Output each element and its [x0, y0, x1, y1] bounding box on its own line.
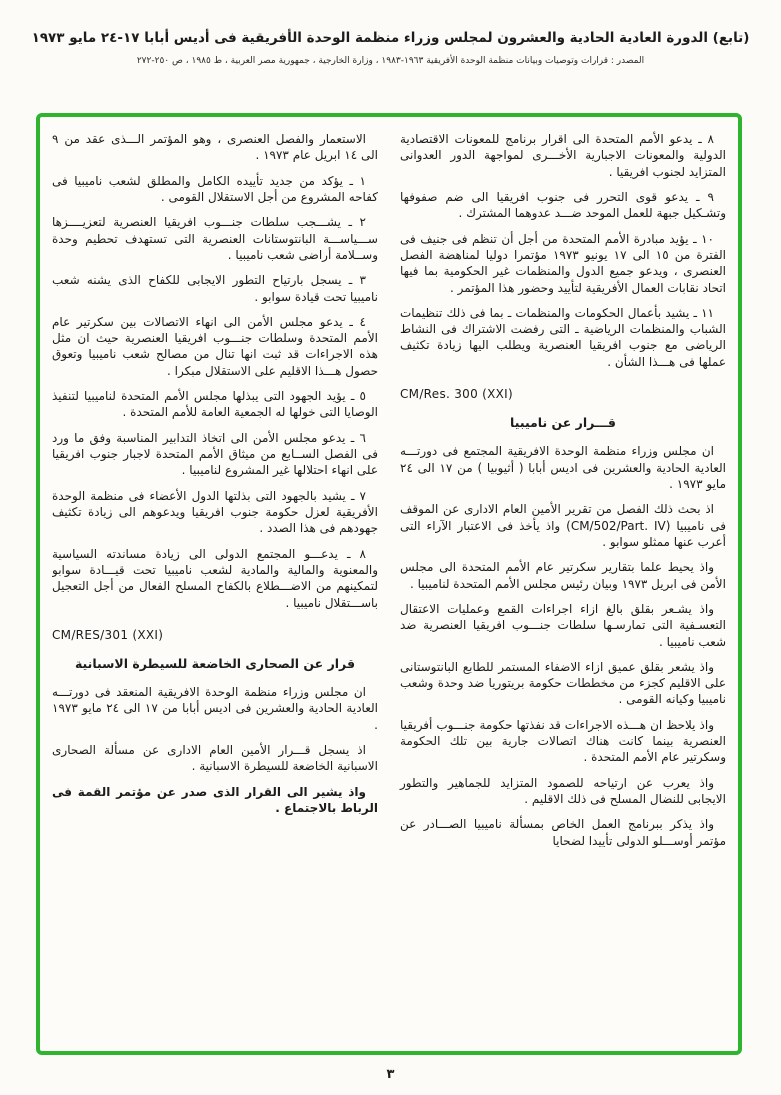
paragraph: ٦ ـ يدعو مجلس الأمن الى اتخاذ التدابير المناسبة وفق ما ورد فى الفصل الســابع من ميثاق الأمم المتحدة لاجبار جنوب افريقيا على انهاء احتلالها غير المشروع لناميبيا . [52, 430, 378, 478]
page-number: ٣ [386, 1067, 395, 1082]
page-header [22, 30, 759, 66]
column-right [400, 131, 726, 1041]
paragraph: ٨ ـ يدعو الأمم المتحدة الى اقرار برنامج للمعونات الاقتصادية الدولية والمعونات الاجبارية الأخـــرى لمواجهة الدور العدوانى المتزايد لجنوب افريقيا . [400, 132, 726, 179]
paragraph: ٤ ـ يدعو مجلس الأمن الى انهاء الاتصالات بين سكرتير عام الأمم المتحدة وسلطات جنـــوب افريقيا العنصرية حيث ان مثل هذه الاجراءات قد ثبت انها تنال من مصالح شعب ناميبيا وتعوق حصول هـــذا الاقليم على الاستقلال مبكرا . [52, 314, 378, 378]
paragraph: واذ يذكر ببرنامج العمل الخاص بمسألة ناميبيا الصـــادر عن مؤتمر أوســـلو الدولى تأييدا لضحايا [400, 817, 726, 848]
resolution-heading: قـــرار عن ناميبيا [510, 415, 616, 431]
paragraph: واذ يشعر بقلق عميق ازاء الاضفاء المستمر للطابع البانتوستانى على الاقليم كجزء من مخططات حكومة بريتوريا ضد وحدة وشعب ناميبيا وكيانه القومى . [400, 659, 726, 707]
resolution-code: CM/Res. 300 (XXI) [400, 387, 514, 402]
paragraph: الاستعمار والفصل العنصرى ، وهو المؤتمر الـــذى عقد من ٩ الى ١٤ ابريل عام ١٩٧٣ . [52, 132, 378, 163]
paragraph: ٢ ـ يشـــجب سلطات جنـــوب افريقيا العنصرية لتعزيــــزها ســـياســـة البانتوستانات العنصرية التى تستهدف تحطيم وحدة وســلامة أراضى شعب ناميبيا . [52, 215, 378, 262]
paragraph: واذ يشير الى القرار الذى صدر عن مؤتمر القمة فى الرباط بالاجتماع . [52, 784, 378, 815]
resolution-heading: قرار عن الصحارى الخاضعة للسيطرة الاسبانية [74, 656, 356, 672]
header-source: المصدر : قرارات وتوصيات وبيانات منظمة الوحدة الأفريقية ١٩٦٣-١٩٨٣ ، وزارة الخارجية ، جمهورية مصر العربية ، ط ١٩٨٥ ، ص ٢٥٠-٢٧٢ [136, 56, 645, 66]
paragraph: ان مجلس وزراء منظمة الوحدة الافريقية المنعقد فى دورتـــه العادية الحادية والعشرين فى اديس أبابا من ١٧ الى ٢٤ مايو ١٩٧٣ . [52, 685, 378, 732]
paragraph: ٥ ـ يؤيد الجهود التى يبذلها مجلس الأمم المتحدة لناميبيا لتنفيذ الوصايا التى خولها له الجمعية العامة للأمم المتحدة . [52, 389, 378, 420]
paragraph: ٧ ـ يشيد بالجهود التى بذلتها الدول الأعضاء فى منظمة الوحدة الأفريقية لعزل حكومة جنوب افريقيا ويدعوهم الى زيادة تكثيف جهودهم فى هذا الصدد . [52, 488, 378, 536]
paragraph: واذ يلاحظ ان هـــذه الاجراءات قد نفذتها حكومة جنـــوب أفريقيا العنصرية بينما كانت هناك اتصالات جارية بين تلك الحكومة وسكرتير عام الأمم المتحدة . [400, 717, 726, 765]
paragraph: واذ يحيط علما بتقارير سكرتير عام الأمم المتحدة الى مجلس الأمن فى ابريل ١٩٧٣ وبيان رئيس مجلس الأمم المتحدة لناميبيا . [400, 560, 726, 591]
paragraph: ٩ ـ يدعو قوى التحرر فى جنوب افريقيا الى ضم صفوفها وتشـكيل جبهة للعمل الموحد ضـــد عدوهما المشترك . [400, 189, 726, 221]
green-border-box [36, 113, 742, 1055]
paragraph: ١١ ـ يشيد بأعمال الحكومات والمنظمات ـ بما فى ذلك تنظيمات الشباب والمنظمات الرياضية ـ التى رفضت الاشتراك فى النشاط الرياضى مع جنوب افريقيا العنصرية ويطلب اليها زيادة تكثيف عملها فى هـــذا الشأن . [400, 305, 726, 369]
resolution-code: CM/RES/301 (XXI) [52, 627, 164, 642]
column-left [52, 131, 378, 1041]
columns [52, 131, 726, 1041]
header-title: (تابع) الدورة العادية الحادية والعشرون لمجلس وزراء منظمة الوحدة الأفريقية فى أديس أبابا ١٧-٢٤ مايو ١٩٧٣ [31, 30, 750, 46]
paragraph: ٨ ـ يدعـــو المجتمع الدولى الى زيادة مساندته السياسية والمعنوية والمالية والمادية لشعب ناميبيا تحت قيـــادة سوابو لتمكينهم من الاضـــطلاع بالكفاح المسلح الفعال من أجل التعجيل باســـتقلال ناميبيا . [52, 546, 378, 610]
paragraph: واذ يعرب عن ارتياحه للصمود المتزايد للجماهير والتطور الايجابى للنضال المسلح فى ذلك الاقليم . [400, 775, 726, 806]
paragraph: ١٠ ـ يؤيد مبادرة الأمم المتحدة من أجل أن تنظم فى جنيف فى الفترة من ١٥ الى ١٧ يونيو ١٩٧٣ مؤتمرا دوليا لمناهضة الفصل العنصرى ، ويدعو جميع الدول والمنظمات غير الحكومية بما فيها اتحاد نقابات العمال الأفريقية لتأييد وحضور هذا المؤتمر . [400, 231, 726, 295]
paragraph: ان مجلس وزراء منظمة الوحدة الافريقية المجتمع فى دورتـــه العادية الحادية والعشرين فى اديس أبابا ( أثيوبيا ) من ١٧ الى ٢٤ مايو ١٩٧٣ . [400, 444, 726, 491]
paragraph: ٣ ـ يسجل بارتياح التطور الايجابى للكفاح الذى يشنه شعب ناميبيا تحت قيادة سوابو . [52, 273, 378, 304]
paragraph: ١ ـ يؤكد من جديد تأييده الكامل والمطلق لشعب ناميبيا فى كفاحه المشروع من أجل الاستقلال القومى . [52, 173, 378, 204]
paragraph: اذ يسجل قـــرار الأمين العام الادارى عن مسألة الصحارى الاسبانية الخاضعة للسيطرة الاسبانية . [52, 743, 378, 774]
paragraph: واذ يشـعر بقلق بالغ ازاء اجراءات القمع وعمليات الاعتقال التعسـفية التى تمارسـها سلطات جنـــوب افريقيا العنصرية ضد شعب ناميبيا . [400, 601, 726, 649]
paragraph: اذ بحث ذلك الفصل من تقرير الأمين العام الادارى عن الموقف فى ناميبيا (CM/502/Part. IV) واذ يأخذ فى الاعتبار الآراء التى أعرب عنها ممثلو سوابو . [400, 502, 726, 549]
